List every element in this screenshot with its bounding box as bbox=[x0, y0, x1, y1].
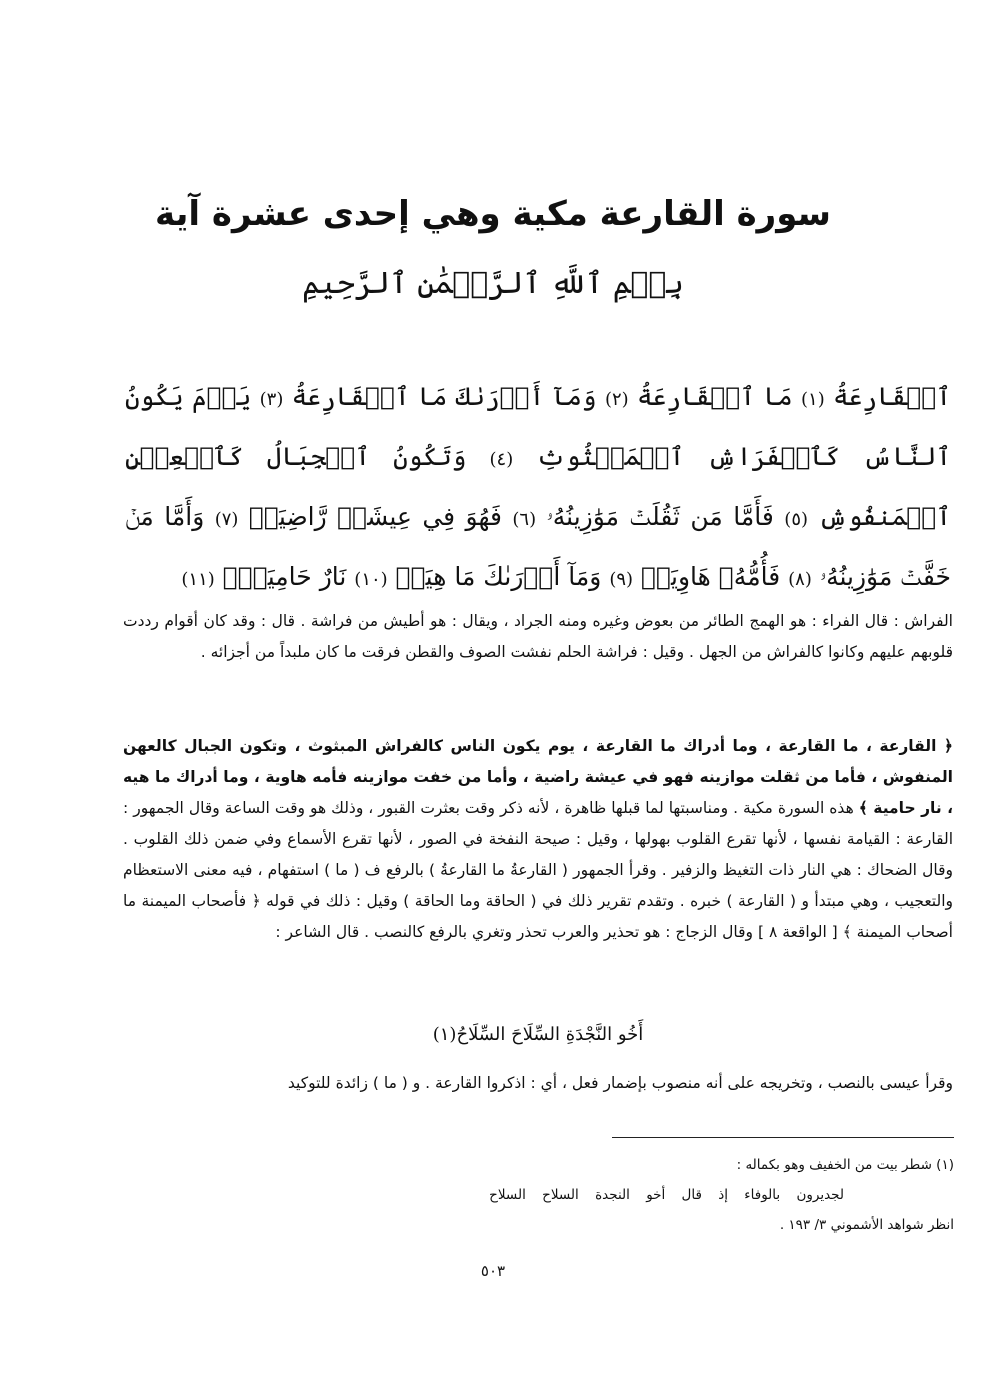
ayah-text: فَهُوَ فِي عِيشَةٖ رَّاضِيَةٖ bbox=[248, 502, 502, 531]
ayah-text: وَأَمَّا مَنۡ خَفَّتۡ مَوَٰزِينُهُۥ bbox=[125, 502, 951, 591]
basmala: بِسۡمِ ٱللَّهِ ٱلرَّحۡمَٰنِ ٱلرَّحِيمِ bbox=[302, 266, 684, 301]
footnote-1-verse: لجديرون بالوفاء إذ قال أخو النجدة السلاح السلاح bbox=[489, 1187, 844, 1203]
quoted-verses: ﴿ القارعة ، ما القارعة ، وما أدراك ما القارعة ، يوم يكون الناس كالفراش المبثوث ، وتكون الجبال كالعهن المنفوش ، فأما من ثقلت موازينه فهو في عيشة راضية ، وأما من خفت موازينه فأمه هاوية ، وما أدراك ما هيه ، نار حامية ﴾ bbox=[123, 737, 953, 817]
commentary-paragraph-reading: وقرأ عيسى بالنصب ، وتخريجه على أنه منصوب بإضمار فعل ، أي : اذكروا القارعة . و ( ما ) زائدة للتوكيد bbox=[287, 1074, 953, 1092]
ayah-number: (٥) bbox=[784, 509, 809, 530]
ayah-text: فَأَمَّا مَن ثَقُلَتۡ مَوَٰزِينُهُۥ bbox=[546, 502, 774, 531]
ayah-number: (١) bbox=[801, 389, 825, 410]
ayah-text: وَتَكُونُ ٱلۡجِبَالُ كَٱلۡعِهۡنِ ٱلۡمَنفُوشِ bbox=[125, 442, 951, 531]
commentary-paragraph-tafsir bbox=[123, 731, 953, 948]
ayah-text: وَمَآ أَدۡرَىٰكَ مَا هِيَهۡ bbox=[395, 562, 602, 591]
footnotes bbox=[230, 1150, 954, 1240]
ayah-number: (٦) bbox=[512, 509, 537, 530]
ayah-text: فَأُمُّهُۥ هَاوِيَةٞ bbox=[641, 562, 781, 591]
footnote-divider bbox=[612, 1137, 954, 1138]
ayah-number: (١١) bbox=[181, 569, 215, 590]
ayah-text: يَوۡمَ يَكُونُ ٱلنَّاسُ كَٱلۡفَرَاشِ ٱلۡمَبۡثُوثِ bbox=[125, 382, 951, 471]
ayah-number: (٧) bbox=[214, 509, 239, 530]
ayah-number: (٣) bbox=[259, 389, 284, 410]
footnote-1-intro: (١) شطر بيت من الخفيف وهو بكماله : bbox=[736, 1157, 954, 1173]
poetry-line: أَخُو النَّجْدَةِ السِّلَاحَ السِّلَاحُ(١) bbox=[432, 1024, 644, 1045]
ayah-text: ٱلۡقَارِعَةُ bbox=[833, 382, 952, 411]
commentary-paragraph-vocabulary: الفراش : قال الفراء : هو الهمج الطائر من بعوض وغيره ومنه الجراد ، ويقال : هو أطيش من فراشة . قال : وقد كان أقوام رددت قلوبهم عليهم وكانوا كالفراش من الجهل . وقيل : فراشة الحلم نفشت الصوف والقطن فرقت ما كان ملبداً من أجزائه . bbox=[123, 612, 953, 661]
surah-title: سورة القارعة مكية وهي إحدى عشرة آية bbox=[155, 194, 831, 234]
footnote-1-source: انظر شواهد الأشموني ٣/ ١٩٣ . bbox=[779, 1217, 954, 1233]
ayah-number: (٨) bbox=[788, 569, 812, 590]
ayah-number: (٩) bbox=[609, 569, 634, 590]
ayah-number: (٢) bbox=[604, 389, 629, 410]
ayah-number: (١٠) bbox=[354, 569, 388, 590]
ayah-text: نَارٌ حَامِيَةُۢ bbox=[222, 562, 347, 591]
ayah-text: وَمَآ أَدۡرَىٰكَ مَا ٱلۡقَارِعَةُ bbox=[291, 382, 597, 411]
ayah-number: (٤) bbox=[489, 449, 514, 470]
tafsir-text: هذه السورة مكية . ومناسبتها لما قبلها ظاهرة ، لأنه ذكر وقت بعثرت القبور ، وذلك هو وقت الساعة وقال الجمهور : القارعة : القيامة نفسها ، لأنها تقرع القلوب بهولها ، وقيل : صيحة النفخة في الصور ، لأنها تقرع الأسماع وفي ضمن ذلك القلوب . وقال الضحاك : هي النار ذات التغيظ والزفير . وقرأ الجمهور ( القارعةُ ما القارعةُ ) بالرفع ف ( ما ) استفهام ، فيه معنى الاستعظام والتعجيب ، وهي مبتدأ و ( القارعة ) خبره . وتقدم تقرير ذلك في ( الحاقة وما الحاقة ) وقيل : ذلك في قوله ﴿ فأصحاب الميمنة ما أصحاب الميمنة ﴾ [ الواقعة ٨ ] وقال الزجاج : هو تحذير والعرب تحذر وتغري بالرفع كالنصب . قال الشاعر : bbox=[123, 799, 953, 941]
ayah-text: مَا ٱلۡقَارِعَةُ bbox=[637, 382, 793, 411]
quran-text bbox=[125, 368, 951, 608]
page-number: ٥٠٣ bbox=[480, 1262, 506, 1280]
